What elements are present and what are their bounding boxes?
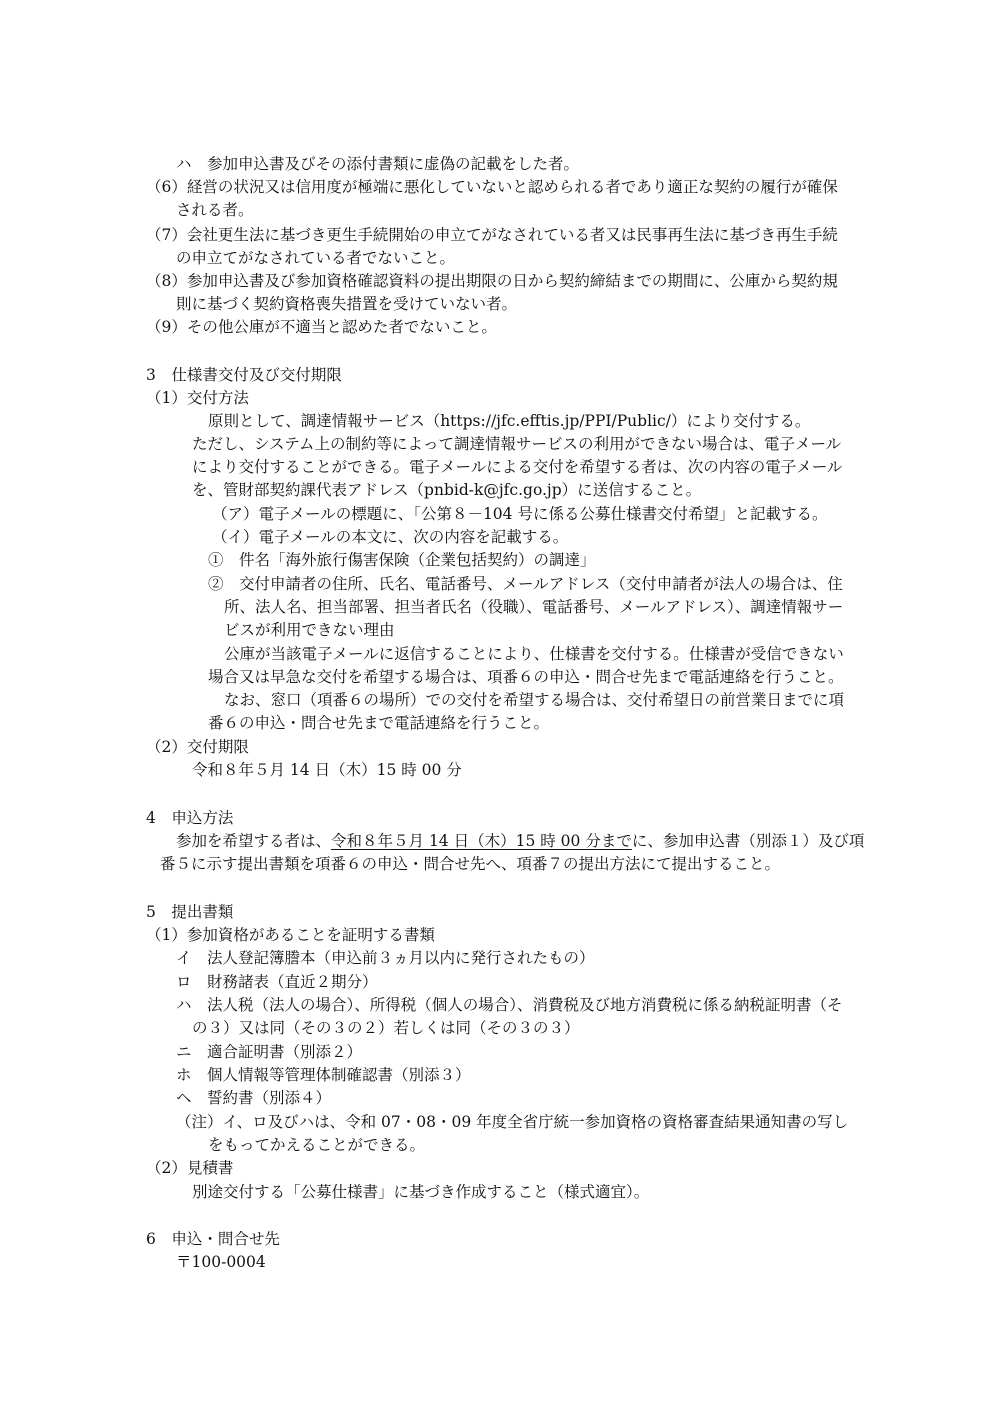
text-line	[176, 1064, 1000, 1086]
text-segment: 4 申込方法	[146, 809, 234, 827]
text-segment: 番６の申込・問合せ先まで電話連絡を行うこと。	[208, 714, 550, 732]
text-segment: に、参加申込書（別添１）及び項	[631, 832, 865, 850]
text-segment: ホ 個人情報等管理体制確認書（別添３）	[176, 1066, 471, 1084]
text-segment: の申立てがなされている者でないこと。	[176, 249, 456, 267]
text-line	[176, 247, 1000, 269]
text-segment: イ 法人登記簿謄本（申込前３ヵ月以内に発行されたもの）	[176, 949, 595, 967]
text-segment: （9）その他公庫が不適当と認めた者でないこと。	[146, 318, 497, 336]
text-line	[146, 176, 1000, 198]
text-line	[224, 689, 1000, 711]
text-line	[176, 293, 1000, 315]
underlined-deadline: 令和８年５月 14 日（木）15 時 00 分まで	[331, 832, 632, 850]
text-line	[146, 224, 1000, 246]
text-segment: 参加を希望する者は、	[176, 832, 332, 850]
text-segment: の３）又は同（その３の２）若しくは同（その３の３）	[192, 1019, 580, 1037]
text-line	[176, 1041, 1000, 1063]
text-line	[208, 549, 1000, 571]
text-segment: ② 交付申請者の住所、氏名、電話番号、メールアドレス（交付申請者が法人の場合は、住	[208, 575, 843, 593]
text-line	[192, 1017, 1000, 1039]
text-segment: ニ 適合証明書（別添２）	[176, 1043, 363, 1061]
text-segment: （6）経営の状況又は信用度が極端に悪化していないと認められる者であり適正な契約の履行が確保	[146, 178, 838, 196]
text-segment: （1）交付方法	[146, 389, 249, 407]
text-segment: 場合又は早急な交付を希望する場合は、項番６の申込・問合せ先まで電話連絡を行うこと。	[208, 668, 844, 686]
text-line	[176, 1251, 1000, 1273]
text-line	[146, 270, 1000, 292]
text-line	[212, 526, 1000, 548]
text-line	[176, 1087, 1000, 1109]
text-segment: ただし、システム上の制約等によって調達情報サービスの利用ができない場合は、電子メール	[192, 435, 842, 453]
text-line	[176, 994, 1000, 1016]
text-line	[146, 1228, 1000, 1250]
text-line	[176, 830, 1000, 852]
text-segment: ビスが利用できない理由	[224, 621, 395, 639]
text-segment: 公庫が当該電子メールに返信することにより、仕様書を交付する。仕様書が受信できない	[224, 645, 844, 663]
text-line	[208, 573, 1000, 595]
text-line	[176, 153, 1000, 175]
text-line	[208, 1134, 1000, 1156]
text-segment: （ア）電子メールの標題に、「公第８－104 号に係る公募仕様書交付希望」と記載する。	[212, 505, 828, 523]
text-segment: 所、法人名、担当部署、担当者氏名（役職）、電話番号、メールアドレス）、調達情報サー	[224, 598, 844, 616]
text-line	[192, 456, 1000, 478]
text-segment: 則に基づく契約資格喪失措置を受けていない者。	[176, 295, 518, 313]
text-segment: をもってかえることができる。	[208, 1136, 426, 1154]
text-line	[224, 643, 1000, 665]
text-line	[208, 666, 1000, 688]
text-line	[176, 1111, 1000, 1133]
text-line	[192, 759, 1000, 781]
text-line	[146, 387, 1000, 409]
text-segment: ① 件名「海外旅行傷害保険（企業包括契約）の調達」	[208, 551, 596, 569]
text-segment: （7）会社更生法に基づき更生手続開始の申立てがなされている者又は民事再生法に基づき再生手続	[146, 226, 838, 244]
text-segment: ロ 財務諸表（直近２期分）	[176, 973, 378, 991]
text-segment: （2）交付期限	[146, 738, 249, 756]
text-line	[192, 433, 1000, 455]
text-segment: （注）イ、ロ及びハは、令和 07・08・09 年度全省庁統一参加資格の資格審査結果通知書の写し	[176, 1113, 849, 1131]
text-segment: （2）見積書	[146, 1159, 234, 1177]
text-segment: ハ 法人税（法人の場合）、所得税（個人の場合）、消費税及び地方消費税に係る納税証明書（そ	[176, 996, 843, 1014]
text-line	[146, 901, 1000, 923]
text-segment: 番５に示す提出書類を項番６の申込・問合せ先へ、項番７の提出方法にて提出すること。	[160, 855, 781, 873]
text-line	[146, 736, 1000, 758]
text-line	[146, 924, 1000, 946]
text-segment: ハ 参加申込書及びその添付書類に虚偽の記載をした者。	[176, 155, 580, 173]
text-line	[208, 410, 1000, 432]
text-line	[176, 947, 1000, 969]
text-line	[224, 596, 1000, 618]
text-segment: （8）参加申込書及び参加資格確認資料の提出期限の日から契約締結までの期間に、公庫から契約規	[146, 272, 838, 290]
text-line	[192, 1181, 1000, 1203]
text-line	[176, 971, 1000, 993]
text-segment: 原則として、調達情報サービス（https://jfc.efftis.jp/PPI/Public/）により交付する。	[208, 412, 811, 430]
text-segment: 6 申込・問合せ先	[146, 1230, 280, 1248]
text-segment: 5 提出書類	[146, 903, 234, 921]
text-segment: （1）参加資格があることを証明する書類	[146, 926, 435, 944]
text-segment: を、管財部契約課代表アドレス（pnbid-k@jfc.go.jp）に送信すること。	[192, 481, 702, 499]
text-line	[146, 1157, 1000, 1179]
text-line	[160, 853, 1000, 875]
text-segment: 〒100-0004	[176, 1253, 266, 1271]
text-line	[146, 807, 1000, 829]
text-segment: ヘ 誓約書（別添４）	[176, 1089, 332, 1107]
text-segment: 別途交付する「公募仕様書」に基づき作成すること（様式適宜）。	[192, 1183, 650, 1201]
text-segment: なお、窓口（項番６の場所）での交付を希望する場合は、交付希望日の前営業日までに項	[224, 691, 845, 709]
text-segment: により交付することができる。電子メールによる交付を希望する者は、次の内容の電子メール	[192, 458, 843, 476]
text-line	[146, 364, 1000, 386]
text-segment: （イ）電子メールの本文に、次の内容を記載する。	[212, 528, 569, 546]
text-line	[208, 712, 1000, 734]
text-segment: される者。	[176, 201, 254, 219]
text-segment: 令和８年５月 14 日（木）15 時 00 分	[192, 761, 462, 779]
text-line	[146, 316, 1000, 338]
text-segment: 3 仕様書交付及び交付期限	[146, 366, 342, 384]
text-line	[192, 479, 1000, 501]
text-line	[224, 619, 1000, 641]
text-line	[176, 199, 1000, 221]
text-line	[212, 503, 1000, 525]
